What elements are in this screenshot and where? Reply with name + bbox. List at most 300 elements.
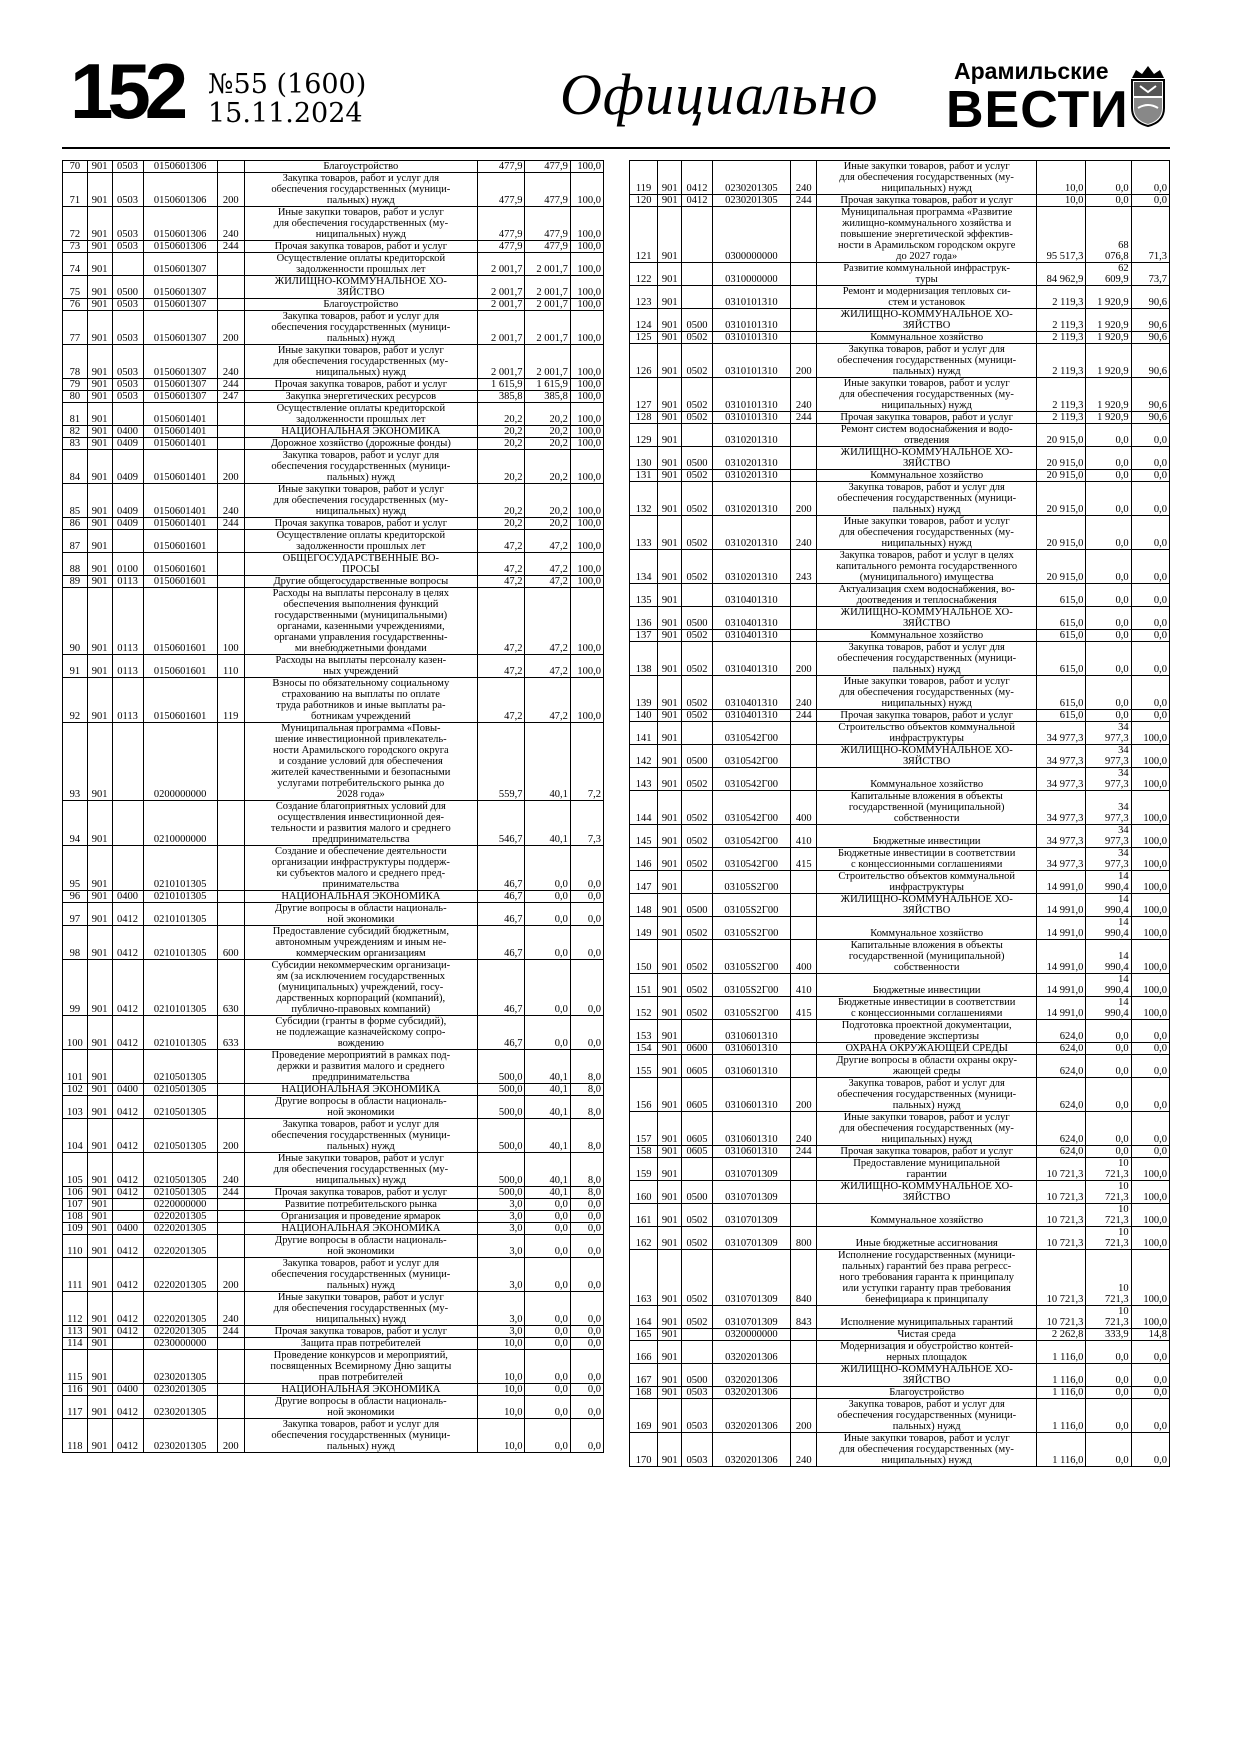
planned-amount-cell: 47,2 (477, 678, 524, 723)
row-number-cell: 84 (63, 450, 88, 484)
target-code-cell: 0310401310 (712, 584, 791, 607)
section-code-cell (112, 723, 143, 801)
description-cell: НАЦИОНАЛЬНАЯ ЭКОНОМИКА (244, 1084, 477, 1096)
description-cell: Иные закупки товаров, работ и услуг для обеспечения государственных (му- ниципальных) нужд (817, 161, 1037, 195)
target-code-cell: 03105S2Г00 (712, 917, 791, 940)
section-code-cell (112, 1338, 143, 1350)
table-row (630, 1078, 1170, 1112)
section-code-cell: 0500 (682, 1364, 712, 1387)
description-cell: Иные закупки товаров, работ и услуг для обеспечения государственных (му- ниципальных) нужд (817, 676, 1037, 710)
section-code-cell: 0400 (112, 891, 143, 903)
planned-amount-cell: 20,2 (477, 484, 524, 518)
executed-amount-cell: 20,2 (525, 403, 570, 426)
execution-percent-cell: 73,7 (1131, 263, 1169, 286)
table-row (63, 1119, 604, 1153)
admin-code-cell: 901 (658, 917, 682, 940)
execution-percent-cell: 100,0 (1131, 768, 1169, 791)
executed-amount-cell: 0,0 (525, 846, 570, 891)
row-number-cell: 87 (63, 530, 88, 553)
target-code-cell: 0310601310 (712, 1078, 791, 1112)
description-cell: Закупка товаров, работ и услуг для обеспечения государственных (муници- пальных) нужд (817, 1078, 1037, 1112)
admin-code-cell: 901 (658, 1341, 682, 1364)
expense-type-cell (791, 447, 817, 470)
row-number-cell: 124 (630, 309, 658, 332)
planned-amount-cell: 3,0 (477, 1235, 524, 1258)
admin-code-cell: 901 (658, 607, 682, 630)
expense-type-cell: 240 (791, 516, 817, 550)
description-cell: Бюджетные инвестиции в соответствии с концессионными соглашениями (817, 997, 1037, 1020)
planned-amount-cell: 47,2 (477, 588, 524, 655)
description-cell: Закупка товаров, работ и услуг для обеспечения государственных (муници- пальных) нужд (244, 1119, 477, 1153)
section-code-cell: 0412 (112, 1153, 143, 1187)
target-code-cell: 0210501305 (143, 1050, 217, 1084)
description-cell: Закупка товаров, работ и услуг для обеспечения государственных (муници- пальных) нужд (244, 311, 477, 345)
admin-code-cell: 901 (87, 379, 112, 391)
planned-amount-cell: 2 262,8 (1036, 1329, 1085, 1341)
admin-code-cell: 901 (658, 412, 682, 424)
table-row (630, 1055, 1170, 1078)
target-code-cell: 0230201305 (143, 1350, 217, 1384)
execution-percent-cell: 0,0 (570, 1199, 603, 1211)
section-code-cell: 0412 (682, 161, 712, 195)
planned-amount-cell: 46,7 (477, 903, 524, 926)
row-number-cell: 152 (630, 997, 658, 1020)
row-number-cell: 135 (630, 584, 658, 607)
planned-amount-cell: 1 116,0 (1036, 1341, 1085, 1364)
row-number-cell: 130 (630, 447, 658, 470)
section-code-cell: 0600 (682, 1043, 712, 1055)
execution-percent-cell: 0,0 (570, 1235, 603, 1258)
expense-type-cell (791, 263, 817, 286)
description-cell: Закупка товаров, работ и услуг в целях капитального ремонта государственного (муниципального) имущества (817, 550, 1037, 584)
expense-type-cell: 244 (791, 1146, 817, 1158)
planned-amount-cell: 2 119,3 (1036, 286, 1085, 309)
execution-percent-cell: 8,0 (570, 1187, 603, 1199)
table-row (63, 1096, 604, 1119)
section-code-cell: 0503 (112, 173, 143, 207)
executed-amount-cell: 2 001,7 (525, 311, 570, 345)
executed-amount-cell: 0,0 (525, 1223, 570, 1235)
row-number-cell: 103 (63, 1096, 88, 1119)
executed-amount-cell: 477,9 (525, 161, 570, 173)
table-row (630, 1341, 1170, 1364)
logo-bottom-text: ВЕСТИ (946, 81, 1129, 139)
target-code-cell: 0320201306 (712, 1433, 791, 1467)
executed-amount-cell: 1 920,9 (1086, 309, 1131, 332)
table-row (630, 447, 1170, 470)
row-number-cell: 104 (63, 1119, 88, 1153)
execution-percent-cell: 100,0 (570, 379, 603, 391)
description-cell: Прочая закупка товаров, работ и услуг (817, 195, 1037, 207)
row-number-cell: 136 (630, 607, 658, 630)
admin-code-cell: 901 (658, 1227, 682, 1250)
expense-type-cell (217, 1096, 244, 1119)
section-code-cell: 0502 (682, 412, 712, 424)
execution-percent-cell: 8,0 (570, 1119, 603, 1153)
planned-amount-cell: 615,0 (1036, 710, 1085, 722)
expense-type-cell: 240 (217, 484, 244, 518)
execution-percent-cell: 0,0 (570, 903, 603, 926)
issue-info (208, 70, 366, 128)
row-number-cell: 123 (630, 286, 658, 309)
section-code-cell: 0100 (112, 553, 143, 576)
admin-code-cell: 901 (658, 1043, 682, 1055)
expense-type-cell (217, 801, 244, 846)
execution-percent-cell: 100,0 (570, 345, 603, 379)
planned-amount-cell: 46,7 (477, 1016, 524, 1050)
execution-percent-cell: 14,8 (1131, 1329, 1169, 1341)
table-row (63, 241, 604, 253)
coat-of-arms-icon (1128, 64, 1168, 128)
executed-amount-cell: 10 721,3 (1086, 1227, 1131, 1250)
target-code-cell: 0310542Г00 (712, 825, 791, 848)
expense-type-cell (791, 1055, 817, 1078)
planned-amount-cell: 624,0 (1036, 1112, 1085, 1146)
expense-type-cell (217, 1235, 244, 1258)
admin-code-cell: 901 (87, 1119, 112, 1153)
description-cell: Закупка товаров, работ и услуг для обеспечения государственных (муници- пальных) нужд (244, 1258, 477, 1292)
table-row (630, 997, 1170, 1020)
admin-code-cell: 901 (658, 940, 682, 974)
section-code-cell: 0502 (682, 997, 712, 1020)
table-row (630, 871, 1170, 894)
target-code-cell: 0230000000 (143, 1338, 217, 1350)
execution-percent-cell: 0,0 (570, 960, 603, 1016)
description-cell: Развитие коммунальной инфраструк- туры (817, 263, 1037, 286)
section-code-cell (682, 263, 712, 286)
execution-percent-cell: 0,0 (1131, 447, 1169, 470)
expense-type-cell: 200 (791, 482, 817, 516)
planned-amount-cell: 2 001,7 (477, 311, 524, 345)
expense-type-cell: 240 (791, 378, 817, 412)
table-row (630, 630, 1170, 642)
table-row (630, 607, 1170, 630)
execution-percent-cell: 8,0 (570, 1153, 603, 1187)
planned-amount-cell: 1 116,0 (1036, 1399, 1085, 1433)
planned-amount-cell: 500,0 (477, 1084, 524, 1096)
table-row (63, 1384, 604, 1396)
section-code-cell: 0605 (682, 1078, 712, 1112)
target-code-cell: 03105S2Г00 (712, 997, 791, 1020)
executed-amount-cell: 34 977,3 (1086, 745, 1131, 768)
admin-code-cell: 901 (87, 161, 112, 173)
table-row (630, 195, 1170, 207)
description-cell: Расходы на выплаты персоналу казен- ных учреждений (244, 655, 477, 678)
row-number-cell: 78 (63, 345, 88, 379)
table-row (630, 470, 1170, 482)
target-code-cell: 0150601306 (143, 207, 217, 241)
executed-amount-cell: 2 001,7 (525, 299, 570, 311)
expense-type-cell (791, 722, 817, 745)
description-cell: Иные закупки товаров, работ и услуг для обеспечения государственных (му- ниципальных) нужд (817, 1433, 1037, 1467)
execution-percent-cell: 0,0 (1131, 482, 1169, 516)
section-code-cell: 0502 (682, 1306, 712, 1329)
target-code-cell: 0150601306 (143, 161, 217, 173)
admin-code-cell: 901 (87, 1292, 112, 1326)
execution-percent-cell: 100,0 (570, 403, 603, 426)
section-code-cell: 0605 (682, 1055, 712, 1078)
section-code-cell: 0503 (112, 299, 143, 311)
section-code-cell: 0502 (682, 974, 712, 997)
table-row (63, 1199, 604, 1211)
execution-percent-cell: 0,0 (1131, 584, 1169, 607)
expense-type-cell: 244 (217, 241, 244, 253)
expense-type-cell (217, 161, 244, 173)
executed-amount-cell: 0,0 (1086, 424, 1131, 447)
row-number-cell: 160 (630, 1181, 658, 1204)
description-cell: Благоустройство (244, 299, 477, 311)
section-code-cell: 0412 (112, 926, 143, 960)
description-cell: Коммунальное хозяйство (817, 917, 1037, 940)
expense-type-cell (791, 1020, 817, 1043)
admin-code-cell: 901 (87, 241, 112, 253)
executed-amount-cell: 47,2 (525, 576, 570, 588)
planned-amount-cell: 20 915,0 (1036, 447, 1085, 470)
executed-amount-cell: 47,2 (525, 655, 570, 678)
admin-code-cell: 901 (87, 1084, 112, 1096)
description-cell: Прочая закупка товаров, работ и услуг (817, 1146, 1037, 1158)
planned-amount-cell: 3,0 (477, 1199, 524, 1211)
table-row (630, 848, 1170, 871)
row-number-cell: 156 (630, 1078, 658, 1112)
table-row (630, 974, 1170, 997)
table-row (63, 801, 604, 846)
execution-percent-cell: 0,0 (1131, 1433, 1169, 1467)
target-code-cell: 0310201310 (712, 550, 791, 584)
section-code-cell: 0502 (682, 1250, 712, 1306)
expense-type-cell: 200 (791, 344, 817, 378)
description-cell: НАЦИОНАЛЬНАЯ ЭКОНОМИКА (244, 1223, 477, 1235)
planned-amount-cell: 546,7 (477, 801, 524, 846)
description-cell: Прочая закупка товаров, работ и услуг (817, 412, 1037, 424)
section-code-cell: 0502 (682, 710, 712, 722)
table-row (630, 584, 1170, 607)
description-cell: Иные закупки товаров, работ и услуг для обеспечения государственных (му- ниципальных) нужд (817, 1112, 1037, 1146)
expense-type-cell: 200 (217, 1119, 244, 1153)
execution-percent-cell: 100,0 (1131, 997, 1169, 1020)
table-row (630, 894, 1170, 917)
target-code-cell: 0310101310 (712, 344, 791, 378)
planned-amount-cell: 46,7 (477, 960, 524, 1016)
target-code-cell: 0150601307 (143, 379, 217, 391)
row-number-cell: 138 (630, 642, 658, 676)
execution-percent-cell: 100,0 (570, 161, 603, 173)
section-code-cell: 0500 (112, 276, 143, 299)
planned-amount-cell: 34 977,3 (1036, 768, 1085, 791)
target-code-cell: 0230201305 (143, 1396, 217, 1419)
table-row (630, 1433, 1170, 1467)
executed-amount-cell: 0,0 (525, 1199, 570, 1211)
admin-code-cell: 901 (658, 378, 682, 412)
description-cell: Другие общегосударственные вопросы (244, 576, 477, 588)
planned-amount-cell: 10 721,3 (1036, 1250, 1085, 1306)
admin-code-cell: 901 (87, 1384, 112, 1396)
description-cell: Создание благоприятных условий для осуществления инвестиционной дея- тельности и развития малого и среднего предпринимательства (244, 801, 477, 846)
expense-type-cell (217, 426, 244, 438)
admin-code-cell: 901 (87, 846, 112, 891)
executed-amount-cell: 0,0 (525, 1396, 570, 1419)
description-cell: Осуществление оплаты кредиторской задолженности прошлых лет (244, 403, 477, 426)
target-code-cell: 0210101305 (143, 846, 217, 891)
table-row (63, 299, 604, 311)
description-cell: Иные закупки товаров, работ и услуг для обеспечения государственных (му- ниципальных) нужд (817, 378, 1037, 412)
table-row (63, 1292, 604, 1326)
section-title: Официально (560, 62, 879, 127)
section-code-cell: 0412 (682, 195, 712, 207)
target-code-cell: 0210101305 (143, 960, 217, 1016)
admin-code-cell: 901 (658, 791, 682, 825)
table-row (63, 576, 604, 588)
executed-amount-cell: 0,0 (1086, 584, 1131, 607)
target-code-cell: 0310101310 (712, 412, 791, 424)
executed-amount-cell: 477,9 (525, 173, 570, 207)
description-cell: Прочая закупка товаров, работ и услуг (244, 1326, 477, 1338)
admin-code-cell: 901 (658, 1181, 682, 1204)
table-row (63, 553, 604, 576)
row-number-cell: 72 (63, 207, 88, 241)
execution-percent-cell: 0,0 (1131, 470, 1169, 482)
execution-percent-cell: 0,0 (570, 926, 603, 960)
target-code-cell: 0210101305 (143, 891, 217, 903)
expense-type-cell (217, 403, 244, 426)
expense-type-cell: 633 (217, 1016, 244, 1050)
executed-amount-cell: 0,0 (525, 1384, 570, 1396)
planned-amount-cell: 34 977,3 (1036, 825, 1085, 848)
target-code-cell: 0150601401 (143, 484, 217, 518)
executed-amount-cell: 0,0 (1086, 161, 1131, 195)
section-code-cell: 0502 (682, 940, 712, 974)
row-number-cell: 92 (63, 678, 88, 723)
admin-code-cell: 901 (658, 1433, 682, 1467)
section-code-cell: 0500 (682, 447, 712, 470)
planned-amount-cell: 10 721,3 (1036, 1306, 1085, 1329)
admin-code-cell: 901 (87, 960, 112, 1016)
planned-amount-cell: 10,0 (477, 1338, 524, 1350)
table-row (63, 1187, 604, 1199)
executed-amount-cell: 0,0 (1086, 1078, 1131, 1112)
target-code-cell: 0220000000 (143, 1199, 217, 1211)
execution-percent-cell: 100,0 (570, 518, 603, 530)
expense-type-cell (217, 1199, 244, 1211)
description-cell: Муниципальная программа «Повы- шение инвестиционной привлекатель- ности Арамильского городского округа и создание условий для обеспечения жителей качественными и безопасными услугами потребительского рынка до 2028 года» (244, 723, 477, 801)
execution-percent-cell: 100,0 (570, 484, 603, 518)
description-cell: Развитие потребительского рынка (244, 1199, 477, 1211)
row-number-cell: 132 (630, 482, 658, 516)
description-cell: Подготовка проектной документации, проведение экспертизы (817, 1020, 1037, 1043)
target-code-cell: 0310701309 (712, 1250, 791, 1306)
expense-type-cell (791, 1181, 817, 1204)
row-number-cell: 82 (63, 426, 88, 438)
planned-amount-cell: 2 119,3 (1036, 332, 1085, 344)
expense-type-cell (217, 299, 244, 311)
target-code-cell: 0230201305 (712, 161, 791, 195)
row-number-cell: 71 (63, 173, 88, 207)
expense-type-cell (791, 1329, 817, 1341)
admin-code-cell: 901 (87, 1096, 112, 1119)
section-code-cell: 0412 (112, 1419, 143, 1453)
execution-percent-cell: 0,0 (570, 1350, 603, 1384)
execution-percent-cell: 0,0 (1131, 1146, 1169, 1158)
expense-type-cell (791, 1158, 817, 1181)
expense-type-cell: 240 (217, 207, 244, 241)
section-code-cell (112, 403, 143, 426)
table-row (63, 311, 604, 345)
row-number-cell: 159 (630, 1158, 658, 1181)
planned-amount-cell: 1 116,0 (1036, 1433, 1085, 1467)
admin-code-cell: 901 (87, 678, 112, 723)
table-row (63, 1223, 604, 1235)
description-cell: Субсидии некоммерческим организаци- ям (за исключением государственных (муниципальных) учреждений, госу- дарственных корпораций (компаний), публично-правовых компаний) (244, 960, 477, 1016)
target-code-cell: 0210101305 (143, 903, 217, 926)
planned-amount-cell: 20,2 (477, 438, 524, 450)
description-cell: Ремонт систем водоснабжения и водо- отведения (817, 424, 1037, 447)
description-cell: Закупка товаров, работ и услуг для обеспечения государственных (муници- пальных) нужд (244, 1419, 477, 1453)
section-code-cell: 0409 (112, 484, 143, 518)
execution-percent-cell: 0,0 (1131, 642, 1169, 676)
target-code-cell: 0150601601 (143, 576, 217, 588)
description-cell: ОБЩЕГОСУДАРСТВЕННЫЕ ВО- ПРОСЫ (244, 553, 477, 576)
row-number-cell: 93 (63, 723, 88, 801)
expense-type-cell: 200 (217, 1258, 244, 1292)
row-number-cell: 94 (63, 801, 88, 846)
expense-type-cell (217, 1384, 244, 1396)
row-number-cell: 168 (630, 1387, 658, 1399)
description-cell: Прочая закупка товаров, работ и услуг (244, 241, 477, 253)
section-code-cell: 0502 (682, 917, 712, 940)
expense-type-cell (217, 1396, 244, 1419)
section-code-cell: 0412 (112, 1292, 143, 1326)
expense-type-cell: 840 (791, 1250, 817, 1306)
execution-percent-cell: 100,0 (1131, 825, 1169, 848)
execution-percent-cell: 0,0 (1131, 1387, 1169, 1399)
execution-percent-cell: 100,0 (570, 299, 603, 311)
section-code-cell (112, 846, 143, 891)
section-code-cell: 0500 (682, 1181, 712, 1204)
execution-percent-cell: 100,0 (570, 655, 603, 678)
execution-percent-cell: 0,0 (570, 1326, 603, 1338)
planned-amount-cell: 3,0 (477, 1292, 524, 1326)
section-code-cell (682, 207, 712, 263)
target-code-cell: 0150601401 (143, 403, 217, 426)
admin-code-cell: 901 (87, 655, 112, 678)
execution-percent-cell: 100,0 (570, 678, 603, 723)
planned-amount-cell: 2 119,3 (1036, 344, 1085, 378)
section-code-cell: 0605 (682, 1146, 712, 1158)
admin-code-cell: 901 (87, 891, 112, 903)
description-cell: ЖИЛИЩНО-КОММУНАЛЬНОЕ ХО- ЗЯЙСТВО (817, 447, 1037, 470)
planned-amount-cell: 10 721,3 (1036, 1204, 1085, 1227)
row-number-cell: 126 (630, 344, 658, 378)
expense-type-cell (217, 253, 244, 276)
executed-amount-cell: 0,0 (1086, 1020, 1131, 1043)
execution-percent-cell: 0,0 (1131, 161, 1169, 195)
planned-amount-cell: 84 962,9 (1036, 263, 1085, 286)
row-number-cell: 158 (630, 1146, 658, 1158)
row-number-cell: 77 (63, 311, 88, 345)
target-code-cell: 0150601306 (143, 241, 217, 253)
issue-number: №55 (1600) (208, 69, 367, 100)
expense-type-cell: 240 (217, 1292, 244, 1326)
target-code-cell: 0310701309 (712, 1306, 791, 1329)
execution-percent-cell: 0,0 (570, 1211, 603, 1223)
row-number-cell: 109 (63, 1223, 88, 1235)
admin-code-cell: 901 (87, 903, 112, 926)
section-code-cell: 0503 (112, 379, 143, 391)
description-cell: Актуализация схем водоснабжения, во- доотведения и теплоснабжения (817, 584, 1037, 607)
expense-type-cell: 240 (791, 1433, 817, 1467)
admin-code-cell: 901 (87, 484, 112, 518)
executed-amount-cell: 47,2 (525, 588, 570, 655)
